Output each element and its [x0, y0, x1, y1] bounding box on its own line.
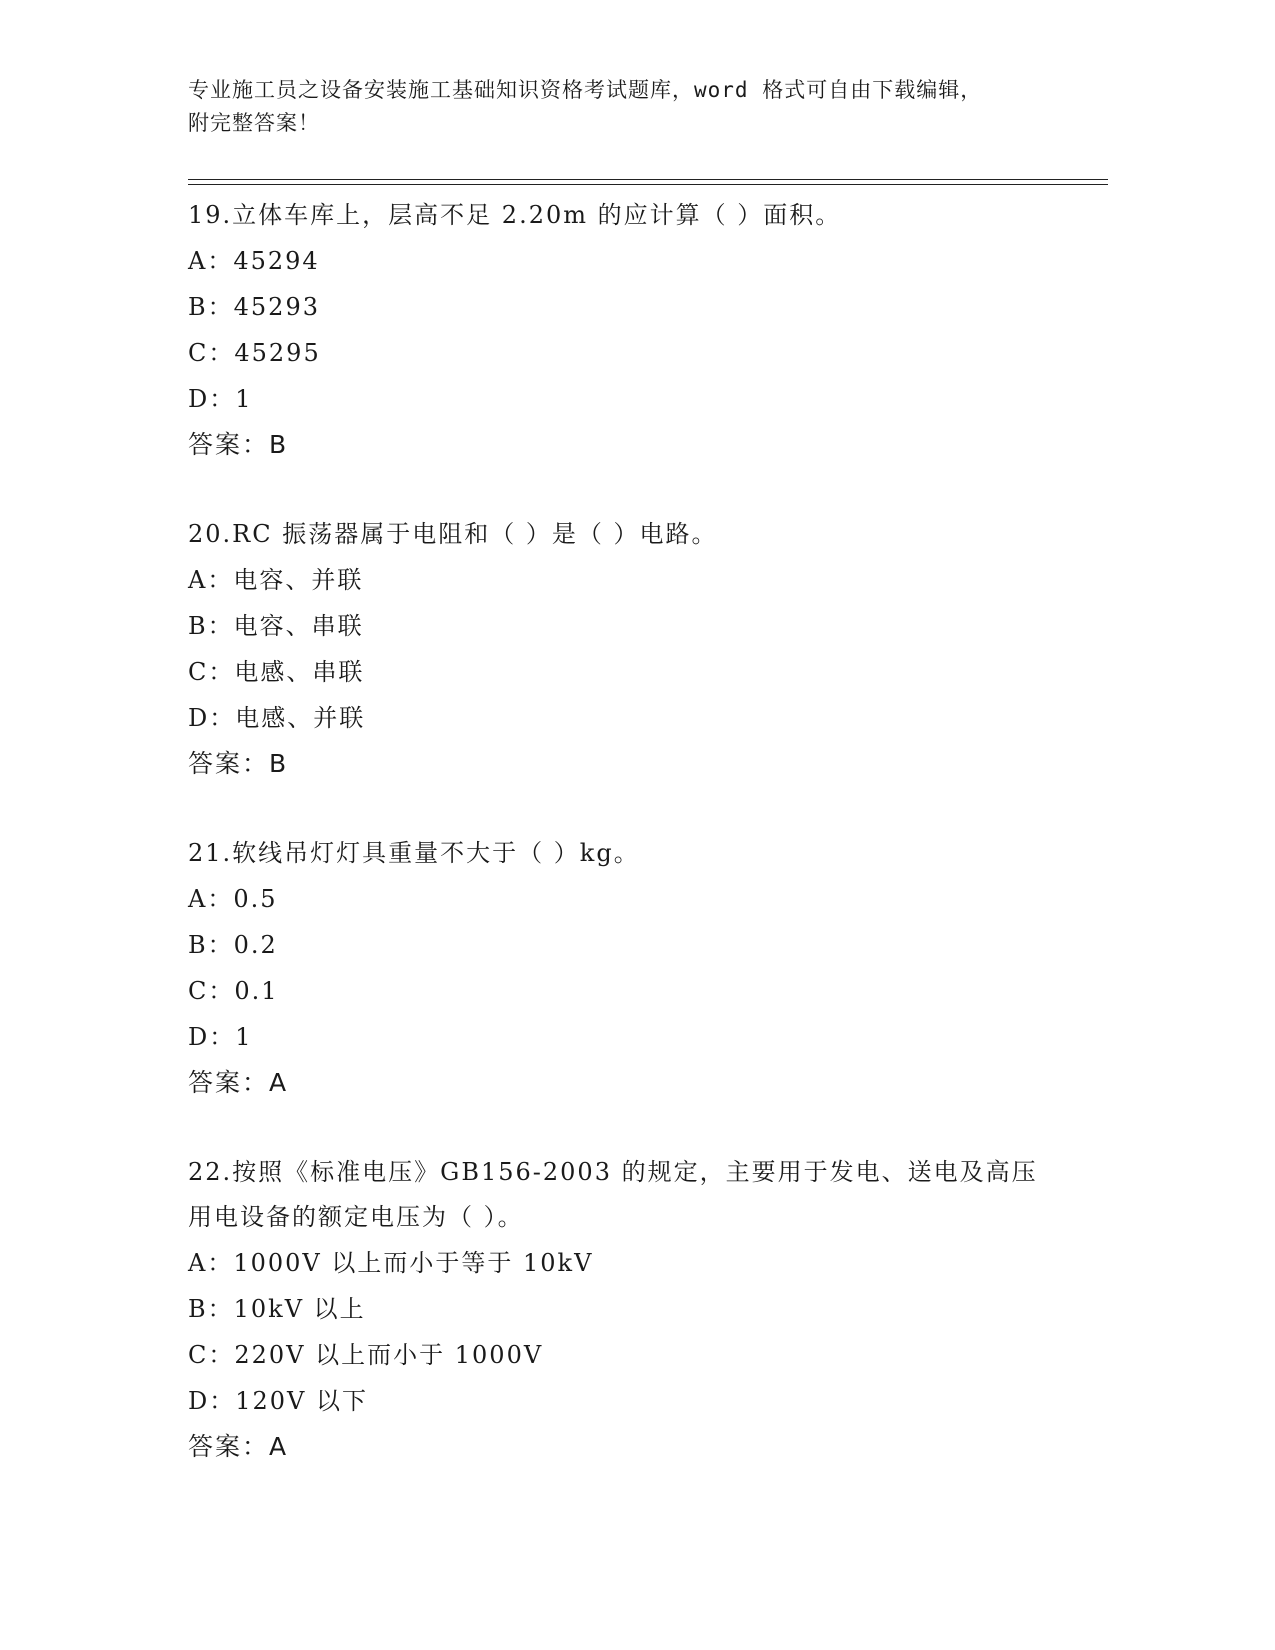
question-19 — [188, 193, 1108, 468]
option-d: D：1 — [188, 1023, 253, 1051]
option-b: B：0.2 — [188, 931, 278, 959]
question-text: 21.软线吊灯灯具重量不大于（ ）kg。 — [188, 839, 640, 867]
option-d: D：120V 以下 — [188, 1387, 369, 1415]
option-c: C：0.1 — [188, 977, 279, 1005]
answer-line: 答案：B — [188, 430, 289, 459]
header-line-1: 专业施工员之设备安装施工基础知识资格考试题库，word 格式可自由下载编辑， — [188, 78, 983, 102]
option-d: D：电感、并联 — [188, 704, 366, 732]
option-c: C：电感、串联 — [188, 658, 365, 686]
question-text: 20.RC 振荡器属于电阻和（ ）是（ ）电路。 — [188, 520, 718, 548]
option-a: A：45294 — [188, 247, 320, 275]
option-b: B：10kV 以上 — [188, 1295, 366, 1323]
question-text: 22.按照《标准电压》GB156-2003 的规定，主要用于发电、送电及高压 用电设备的额定电压为（ ）。 — [188, 1158, 1038, 1231]
option-b: B：45293 — [188, 293, 320, 321]
answer-line: 答案：A — [188, 1432, 289, 1461]
option-a: A：0.5 — [188, 885, 278, 913]
question-list — [188, 193, 1108, 1514]
option-c: C：220V 以上而小于 1000V — [188, 1341, 544, 1369]
option-d: D：1 — [188, 385, 253, 413]
answer-line: 答案：B — [188, 749, 289, 778]
document-header — [188, 74, 1088, 140]
header-divider-top — [188, 179, 1108, 180]
option-a: A：电容、并联 — [188, 566, 364, 594]
option-b: B：电容、串联 — [188, 612, 364, 640]
question-text: 19.立体车库上，层高不足 2.20m 的应计算（ ）面积。 — [188, 201, 842, 229]
question-20 — [188, 512, 1108, 787]
question-21 — [188, 831, 1108, 1106]
option-a: A：1000V 以上而小于等于 10kV — [188, 1249, 594, 1277]
answer-line: 答案：A — [188, 1068, 289, 1097]
header-line-2: 附完整答案！ — [188, 111, 320, 135]
header-divider-bottom — [188, 184, 1108, 185]
option-c: C：45295 — [188, 339, 321, 367]
question-22 — [188, 1150, 1108, 1470]
